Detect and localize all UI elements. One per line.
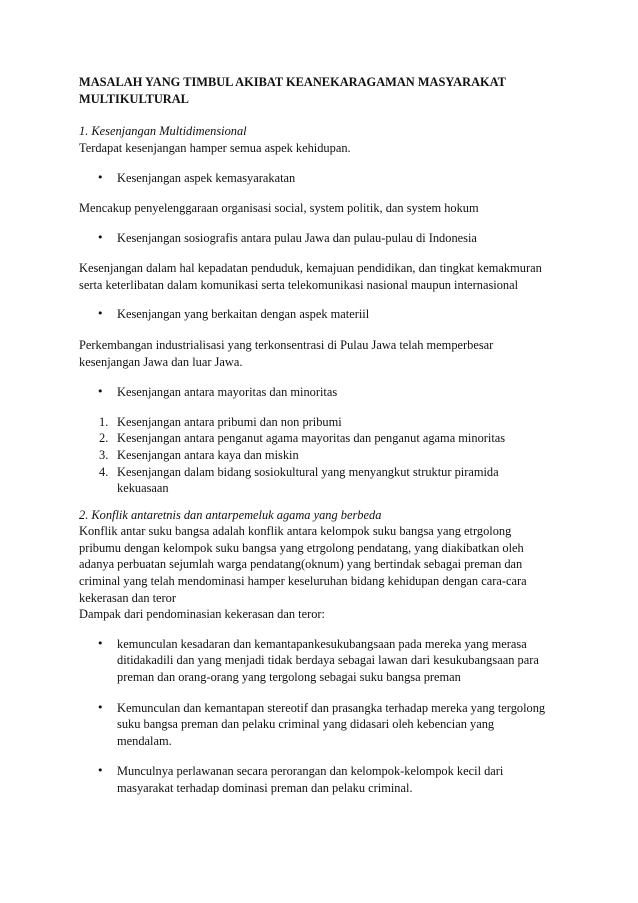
title-line-1: MASALAH YANG TIMBUL AKIBAT KEANEKARAGAMAN MASYARAKAT [79,75,506,89]
list-number: 1. [99,414,109,429]
bullet-line: kemunculan kesadaran dan kemantapankesukubangsaan pada mereka yang merasa [117,636,527,651]
paragraph-line: adanya perbuatan sejumlah warga pendatang(oknum) yang bertindak sebagai preman dan [79,557,523,572]
bullet-line: mendalam. [117,733,172,748]
bullet-line: masyarakat terhadap dominasi preman dan pelaku criminal. [117,781,413,795]
section-1-bullet-list-4 [79,384,571,401]
list-text: Kesenjangan antara kaya dan miskin [117,447,299,462]
bullet-line: Kemunculan dan kemantapan stereotif dan prasangka terhadap mereka yang tergolong [117,700,546,715]
paragraph-line: criminal yang telah mendominasi hamper keseluruhan bidang kehidupan dengan cara-cara [79,574,527,589]
section-1-numbered-list [79,414,571,497]
bullet-line: Munculnya perlawanan secara perorangan dan kelompok-kelompok kecil dari [117,764,504,779]
list-number: 4. [99,464,109,479]
document-title [79,74,571,107]
list-text: Kesenjangan antara pribumi dan non pribumi [117,414,342,429]
paragraph-line: serta keterlibatan dalam komunikasi serta telekomunikasi nasional maupun internasional [79,277,519,292]
bullet-item [79,636,571,686]
section-1-paragraph-2 [79,260,571,293]
section-2-paragraph [79,523,571,623]
section-1-paragraph-1: Mencakup penyelenggaraan organisasi social, system politik, dan system hokum [79,200,479,215]
paragraph-line: Perkembangan industrialisasi yang terkonsentrasi di Pulau Jawa telah memperbesar [79,337,494,352]
bullet-item [79,763,571,796]
bullet-item: • Kesenjangan antara mayoritas dan minoritas [79,384,571,401]
paragraph-line: kekerasan dan teror [79,590,177,605]
section-1-bullet-list-3 [79,306,571,323]
numbered-item [79,430,571,447]
paragraph-line: Dampak dari pendominasian kekerasan dan teror: [79,607,325,622]
title-line-2: MULTIKULTURAL [79,91,189,106]
paragraph-line: kesenjangan Jawa dan luar Jawa. [79,354,243,369]
list-text: Kesenjangan dalam bidang sosiokultural yang menyangkut struktur piramida [117,464,499,479]
bullet-item: • Kesenjangan aspek kemasyarakatan [79,170,571,187]
list-number: 2. [99,431,109,446]
section-1-bullet-list-1 [79,170,571,187]
list-text: Kesenjangan antara penganut agama mayoritas dan penganut agama minoritas [117,431,506,446]
section-1-heading: 1. Kesenjangan Multidimensional [79,124,247,139]
paragraph-line: pribumu dengan kelompok suku bangsa yang etrgolong pendatang, yang diakibatkan oleh [79,540,524,555]
paragraph-line: Kesenjangan dalam hal kepadatan penduduk, kemajuan pendidikan, dan tingkat kemakmuran [79,261,542,276]
bullet-item: • Kesenjangan yang berkaitan dengan aspek materiil [79,306,571,323]
numbered-item [79,414,571,431]
bullet-item [79,700,571,750]
document-page [79,74,571,797]
section-1-intro: Terdapat kesenjangan hamper semua aspek kehidupan. [79,140,351,155]
bullet-line: suku bangsa preman dan pelaku criminal yang didasari oleh kebencian yang [117,717,495,732]
list-number: 3. [99,447,109,462]
numbered-item [79,464,571,497]
section-1-bullet-list-2 [79,230,571,247]
list-text: kekuasaan [117,481,169,496]
section-2-heading: 2. Konflik antaretnis dan antarpemeluk agama yang berbeda [79,507,382,522]
bullet-line: ditidakadili dan yang menjadi tidak berdaya sebagai lawan dari kesukubangsaan para [117,653,539,668]
bullet-line: preman dan orang-orang yang tergolong sebagai suku bangsa preman [117,670,461,685]
paragraph-line: Konflik antar suku bangsa adalah konflik antara kelompok suku bangsa yang etrgolong [79,524,512,539]
section-1-paragraph-3 [79,337,571,370]
bullet-item: • Kesenjangan sosiografis antara pulau Jawa dan pulau-pulau di Indonesia [79,230,571,247]
section-2-bullet-list [79,636,571,797]
numbered-item [79,447,571,464]
